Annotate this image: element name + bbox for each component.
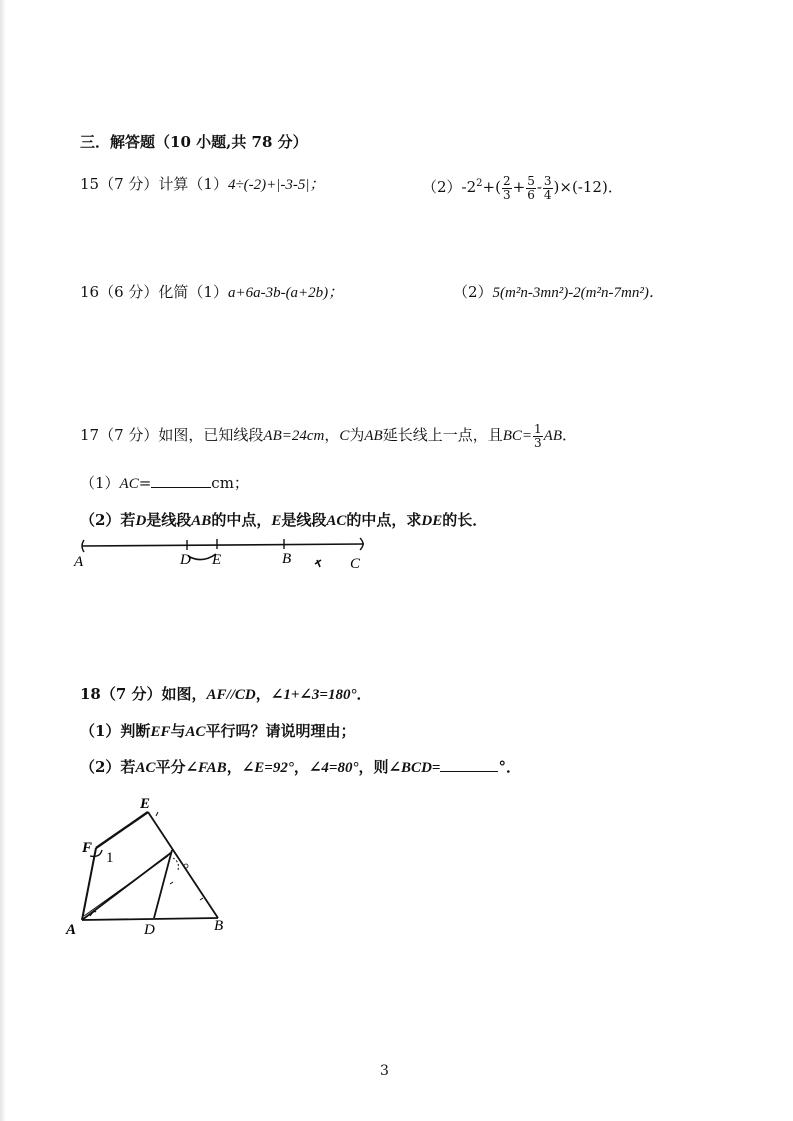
q18-p1-text-1: （1）判断 <box>80 722 151 740</box>
q18-p1-ac: AC <box>185 724 206 740</box>
q17-ab-ref-2: AB <box>543 428 562 444</box>
tick-mark-3 <box>200 898 203 900</box>
question-17-part2 <box>80 510 487 531</box>
label-d: D <box>180 552 191 568</box>
q17-point-c: C <box>339 428 350 444</box>
q18-p2-comma-2: ， <box>293 758 309 776</box>
segment-fe <box>96 812 148 848</box>
q17-stem-text-3: 延长线上一点，且 <box>382 426 503 444</box>
question-15-part2 <box>422 167 623 204</box>
label-a: A <box>66 922 77 938</box>
q18-p1-text-2: 与 <box>170 722 186 740</box>
q17-answer-blank[interactable] <box>151 487 211 488</box>
label-f: F <box>82 840 93 856</box>
q17-fraction: $\frac{1}{3}$ <box>534 421 542 450</box>
stray-mark <box>315 560 321 567</box>
question-15 <box>80 174 325 195</box>
q17-period: ． <box>562 426 578 444</box>
label-e: E <box>140 796 151 812</box>
q17-p2-text-5: 的中点，求 <box>346 511 422 529</box>
label-c: C <box>350 556 361 572</box>
tick-mark-2 <box>156 812 158 816</box>
q18-stem-text-1: 18（7 分）如图， <box>80 685 207 703</box>
q18-p2-text-2: 平分 <box>155 758 186 776</box>
q18-geometry-figure <box>60 790 240 940</box>
q18-p2-bcd: ∠BCD= <box>388 760 441 776</box>
q15-plus: + <box>512 178 526 196</box>
q17-p1-label: （1） <box>80 474 120 492</box>
question-17-stem <box>80 418 577 453</box>
q15-expr2-a: -2 <box>461 178 477 196</box>
q17-p2-text-3: 的中点， <box>211 511 272 529</box>
q15-fraction-1: $\frac{2}{3}$ <box>502 173 511 202</box>
label-d: D <box>144 922 155 938</box>
segment-dc <box>154 850 172 918</box>
q18-p2-text-1: （2）若 <box>80 758 136 776</box>
q17-stem-text-2: 为 <box>349 426 365 444</box>
q15-expr1: 4÷(-2)+|-3-5|； <box>227 177 325 193</box>
tick-mark-1 <box>170 882 173 884</box>
segment-ac-line <box>82 544 364 546</box>
question-18-part2 <box>80 757 521 778</box>
q18-answer-blank[interactable] <box>440 771 498 772</box>
q18-angle-sum: ∠1+∠3=180° <box>270 687 357 703</box>
angle-c-mark <box>173 858 178 870</box>
q15-part2-label: （2） <box>422 178 462 196</box>
q18-p2-text-3: ，则 <box>358 758 389 776</box>
q17-bc-eq: BC= <box>502 428 533 444</box>
q18-period: ． <box>356 685 372 703</box>
q16-expr1: a+6a-3b-(a+2b)； <box>227 285 344 301</box>
q15-label: 15（7 分）计算（1） <box>80 175 228 193</box>
page-edge-shade <box>0 0 6 1121</box>
q17-p2-d: D <box>135 513 147 529</box>
q17-p2-ab: AB <box>191 513 212 529</box>
q17-p2-text-6: 的长． <box>442 511 488 529</box>
q17-p2-text-2: 是线段 <box>146 511 192 529</box>
q18-p1-ef: EF <box>150 724 171 740</box>
q18-p2-comma-1: ， <box>226 758 242 776</box>
question-17-part1 <box>80 473 249 494</box>
label-a: A <box>74 554 84 570</box>
segment-ab <box>82 918 218 920</box>
q15-fraction-2: $\frac{5}{6}$ <box>527 173 535 202</box>
question-16 <box>80 282 343 303</box>
q17-ab-length: AB=24cm <box>263 428 325 444</box>
q16-label: 16（6 分）化简（1） <box>80 283 228 301</box>
q15-expr2-b: +( <box>482 178 501 196</box>
q18-p2-ac: AC <box>135 760 156 776</box>
q17-segment-figure <box>70 534 380 578</box>
q17-p1-ac: AC <box>119 476 139 492</box>
q17-stem-text-1: 17（7 分）如图，已知线段 <box>80 426 264 444</box>
q17-p2-ac: AC <box>326 513 347 529</box>
segment-ac-shadow <box>84 856 168 916</box>
q17-p1-eq: = <box>138 474 152 492</box>
q16-part2-label: （2） <box>453 283 493 301</box>
section-title: 三．解答题（10 小题,共 78 分） <box>80 133 308 151</box>
q17-comma: ， <box>324 426 340 444</box>
label-b: B <box>214 918 224 934</box>
q18-p2-degree: °． <box>498 758 521 776</box>
label-e: E <box>212 552 222 568</box>
q18-p2-angle-e: ∠E=92° <box>241 760 294 776</box>
question-18-stem <box>80 684 372 705</box>
q17-p2-de: DE <box>421 513 443 529</box>
page-number: 3 <box>380 1063 389 1079</box>
question-18-part1 <box>80 721 356 742</box>
q15-fraction-3: $\frac{3}{4}$ <box>543 173 552 202</box>
q15-expr2-c: )×(-12)． <box>553 178 623 196</box>
q17-ab-ref: AB <box>364 428 383 444</box>
q17-p1-unit: cm； <box>211 474 249 492</box>
q18-comma: ， <box>255 685 271 703</box>
q18-p2-fab: ∠FAB <box>185 760 227 776</box>
q17-p2-e: E <box>271 513 282 529</box>
q18-af-cd: AF//CD <box>206 687 256 703</box>
q18-p2-angle-4: ∠4=80° <box>308 760 359 776</box>
q15-expr2-exp: 2 <box>476 178 483 189</box>
q18-p1-text-3: 平行吗？请说明理由； <box>205 722 356 740</box>
label-b: B <box>282 551 292 567</box>
q17-p2-text-1: （2）若 <box>80 511 136 529</box>
q17-p2-text-4: 是线段 <box>281 511 327 529</box>
label-angle-1: 1 <box>106 850 114 866</box>
question-16-part2 <box>453 282 664 303</box>
q16-expr2: 5(m²n-3mn²)-2(m²n-7mn²)． <box>492 285 664 301</box>
q15-minus: - <box>536 178 542 196</box>
